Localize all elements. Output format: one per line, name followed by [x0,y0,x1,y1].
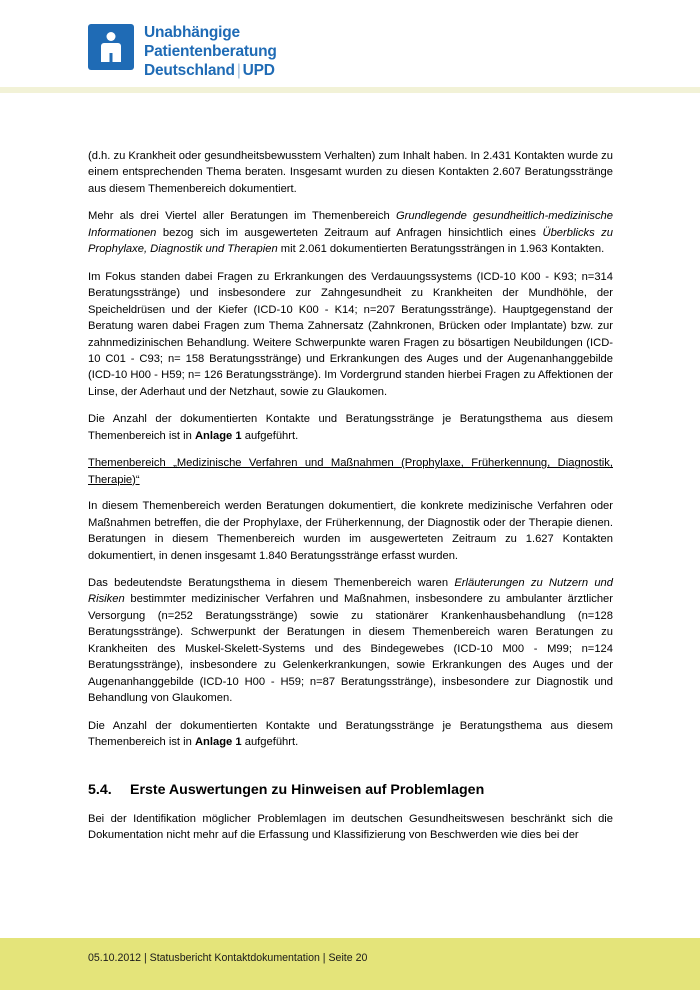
logo-separator: | [236,61,241,79]
paragraph [88,411,613,444]
text-run-italic: Erläuterungen zu Nutzern und Risiken [88,576,613,606]
text-run: Das bedeutendste Beratungsthema in diesem Themenbereich waren [88,576,455,589]
text-run: bezog sich im ausgewerteten Zeitraum auf Anfragen hinsichtlich eines [156,226,543,239]
paragraph [88,208,613,257]
text-run-bold: Anlage 1 [194,429,242,442]
text-run-bold: Anlage 1 [194,736,242,749]
subsection-heading: Themenbereich „Medizinische Verfahren und Maßnahmen (Prophylaxe, Früherkennung, Diagnostik, Therapie)“ [88,457,613,486]
footer-text: 05.10.2012 | Statusbericht Kontaktdokumentation | Seite 20 [88,952,368,964]
header-accent-band [0,87,700,93]
paragraph [88,575,613,707]
text-run-italic: Grundlegende gesundheitlich-medizinische Informationen [88,210,613,239]
paragraph [88,148,613,197]
logo-text [144,24,277,81]
text-run: bestimmter medizinischer Verfahren und Maßnahmen, insbesondere zu ambulanter ärztlicher Versorgung (n=252 Beratungsstränge) sowie zu stationärer Krankenhausbehandlung (n=128 Beratungsstränge). Schwerpunkt der Beratungen in diesem Themenbereich waren Beratungen zu Krankheiten des Muskel-Skelett-Systems und des Bindegewebes (ICD-10 M00 - M99; n=124 Beratungsstränge), insbesondere zu Gelenkerkrankungen, sowie Erkrankungen des Auges und der Augenanhanggebilde (ICD-10 H00 - H59; n=87 Beratungsstränge), insbesondere zur Diagnostik und Behandlung von Glaukomen. [88,593,613,705]
text-run: aufgeführt. [241,429,299,442]
section-title: Erste Auswertungen zu Hinweisen auf Problemlagen [130,781,485,798]
upd-logo [88,24,277,81]
text-run: Die Anzahl der dokumentierten Kontakte und Beratungsstränge je Beratungsthema aus diesem Themenbereich ist in [88,413,613,442]
text-run: Im Fokus standen dabei Fragen zu Erkrankungen des Verdauungssystems (ICD-10 K00 - K93; n=314 Beratungsstränge) und insbesondere zur Zahngesundheit zu Krankheiten der Mundhöhle, der Speicheldrüsen und der Kiefer (ICD-10 K00 - K14; n=207 Beratungsstränge). Hauptgegenstand der Beratung waren dabei Fragen zum Thema Zahnersatz (Zahnkronen, Brücken oder Implantate) bzw. zur zahnmedizinischen Behandlung. Weitere Schwerpunkte waren Fragen zu bösartigen Neubildungen (ICD-10 C01 - C93; n= 158 Beratungsstränge) und Erkrankungen des Auges und der Augenanhanggebilde (ICD-10 H00 - H59; n= 126 Beratungsstränge). Im Vordergrund standen hierbei Fragen zu Affektionen der Linse, der Aderhaut und der Netzhaut, sowie zu Glaukomen. [88,270,613,398]
document-body [88,148,613,844]
text-run-italic: Überblicks zu Prophylaxe, Diagnostik und Therapien [88,226,613,256]
page-header [0,0,700,93]
logo-country: Deutschland [144,61,235,79]
paragraph [88,811,613,844]
logo-line-3 [144,62,277,81]
section-number: 5.4. [88,781,112,798]
logo-line-2: Patientenberatung [144,42,277,60]
text-run: mit 2.061 dokumentierten Beratungssträngen in 1.963 Kontakten. [277,243,605,256]
text-run: Die Anzahl der dokumentierten Kontakte und Beratungsstränge je Beratungsthema aus diesem Themenbereich ist in [88,719,613,749]
section-heading [88,781,613,799]
page-footer [0,938,700,990]
upd-person-icon [88,24,134,70]
logo-abbr: UPD [242,61,275,79]
paragraph [88,269,613,401]
paragraph [88,718,613,751]
paragraph [88,498,613,564]
logo-line-1: Unabhängige [144,24,240,41]
text-run: aufgeführt. [241,736,299,749]
text-run: Mehr als drei Viertel aller Beratungen im Themenbereich [88,210,396,223]
text-run: In diesem Themenbereich werden Beratungen dokumentiert, die konkrete medizinische Verfahren oder Maßnahmen betreffen, die der Prophylaxe, der Früherkennung, der Diagnostik oder der Therapie dienen. Beratungen in diesem Themenbereich wurden im ausgewerteten Zeitraum zu 1.627 Kontakten dokumentiert, in denen insgesamt 1.840 Beratungsstränge erfasst wurden. [88,500,613,562]
text-run: Bei der Identifikation möglicher Problemlagen im deutschen Gesundheitswesen beschränkt sich die Dokumentation nicht mehr auf die Erfassung und Klassifizierung von Beschwerden wie dies bei der [88,812,613,842]
text-run: (d.h. zu Krankheit oder gesundheitsbewusstem Verhalten) zum Inhalt haben. In 2.431 Kontakten wurde zu einem entsprechenden Thema beraten. Insgesamt wurden zu diesen Kontakten 2.607 Beratungsstränge aus diesem Themenbereich dokumentiert. [88,150,613,195]
